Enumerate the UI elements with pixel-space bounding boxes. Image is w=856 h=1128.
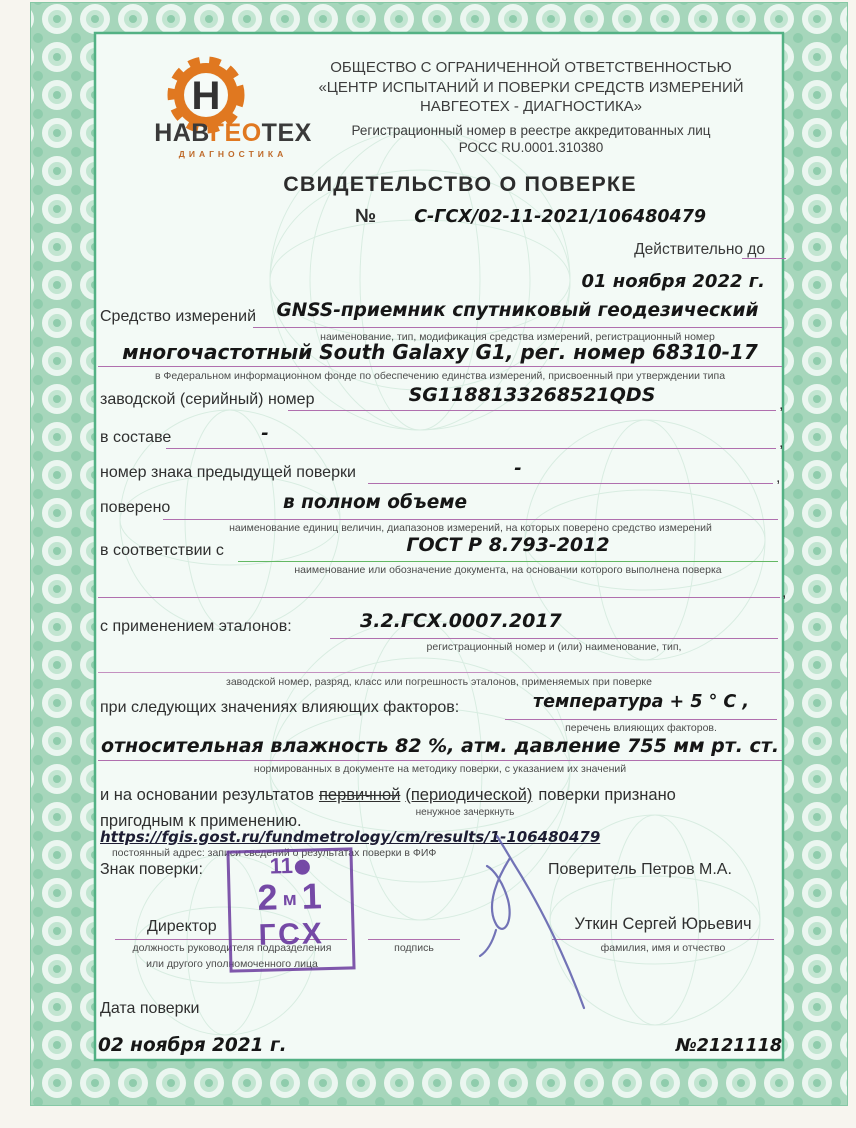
- conclusion-hint: ненужное зачеркнуть: [415, 807, 515, 818]
- org-line-3: НАВГЕОТЕХ - ДИАГНОСТИКА»: [419, 98, 643, 115]
- number-sign: №: [355, 206, 377, 227]
- standard-doc-line: [238, 561, 778, 562]
- fgis-link-hint: постоянный адрес: записи сведений о результатах поверки в ФИФ: [112, 847, 437, 859]
- factors-label: при следующих значениях влияющих факторов:: [100, 699, 460, 716]
- stamp-row-3: ГСХ: [258, 917, 326, 952]
- instrument-value: GNSS-приемник спутниковый геодезический: [276, 300, 759, 321]
- stamp-mark-icon: [295, 859, 310, 874]
- org-line-2: «ЦЕНТР ИСПЫТАНИЙ И ПОВЕРКИ СРЕДСТВ ИЗМЕРЕНИЙ: [318, 78, 744, 96]
- conclusion-line: [100, 786, 676, 805]
- previous-mark-value: -: [514, 458, 522, 479]
- name-line: [552, 939, 774, 940]
- org-line-1: ОБЩЕСТВО С ОГРАНИЧЕННОЙ ОТВЕТСТВЕННОСТЬЮ: [330, 59, 732, 76]
- fgis-link: https://fgis.gost.ru/fundmetrology/cm/results/1-106480479: [100, 828, 601, 846]
- etalons-label: с применением эталонов:: [100, 618, 292, 635]
- signature-line: [368, 939, 460, 940]
- instrument2-hint: в Федеральном информационном фонде по обеспечению единства измерений, присвоенный при утверждении типа: [154, 370, 726, 382]
- verification-mark-label: Знак поверки:: [100, 861, 203, 878]
- factors2-hint: нормированных в документе на методику поверки, с указанием их значений: [253, 763, 627, 775]
- name-hint: фамилия, имя и отчество: [600, 942, 726, 954]
- composition-label: в составе: [100, 429, 172, 446]
- serial-label: заводской (серийный) номер: [100, 391, 315, 408]
- director-full-name: Уткин Сергей Юрьевич: [574, 915, 752, 933]
- brand-name: НАВГЕОТЕХ: [154, 119, 312, 147]
- conclusion-part2: поверки признано: [538, 786, 676, 804]
- stamp-row-1: 11: [230, 852, 351, 879]
- verifier-name: Поверитель Петров М.А.: [548, 861, 732, 878]
- accreditation-caption: Регистрационный номер в реестре аккредитованных лиц: [351, 122, 711, 138]
- composition-value: -: [261, 423, 269, 444]
- serial-comma: ,: [779, 396, 784, 413]
- verification-date-label: Дата поверки: [100, 1000, 200, 1017]
- instrument-label: Средство измерений: [100, 308, 257, 325]
- factors2-line: [98, 760, 782, 761]
- conclusion-strike: первичной: [318, 786, 401, 804]
- instrument2-line: [98, 366, 782, 367]
- stamp-row-2: 2 м1: [257, 875, 325, 918]
- etalons-line: [330, 638, 778, 639]
- previous-mark-comma: ,: [776, 469, 781, 486]
- verified-hint: наименование единиц величин, диапазонов измерений, на которых поверено средство измерений: [229, 522, 712, 534]
- standard-doc-label: в соответствии с: [100, 542, 224, 559]
- serial-value: SG1188133268521QDS: [408, 384, 656, 406]
- certificate-number-row: [355, 206, 706, 228]
- standard-doc-value: ГОСТ Р 8.793-2012: [406, 534, 610, 556]
- valid-until-label: Действительно до: [634, 241, 765, 258]
- director-hint-1: должность руководителя подразделения: [132, 942, 332, 954]
- certificate-title: СВИДЕТЕЛЬСТВО О ПОВЕРКЕ: [283, 172, 637, 196]
- organization-block: [300, 58, 762, 156]
- empty-line: [98, 597, 780, 598]
- brand-subtitle: ДИАГНОСТИКА: [178, 149, 288, 159]
- verification-date-value: 02 ноября 2021 г.: [98, 1035, 287, 1056]
- signature-hint: подпись: [394, 942, 434, 954]
- instrument2-value: многочастотный South Galaxy G1, рег. номер 68310-17: [122, 340, 758, 364]
- director-hint-2: или другого уполномоченного лица: [146, 958, 318, 970]
- factors-line: [505, 719, 777, 720]
- verified-value: в полном объеме: [283, 492, 467, 513]
- previous-mark-line: [368, 483, 773, 484]
- certificate-number: С-ГСХ/02-11-2021/106480479: [414, 207, 707, 227]
- logo-letter: Н: [191, 74, 221, 118]
- verified-label: поверено: [100, 499, 171, 516]
- etalons-value: 3.2.ГСХ.0007.2017: [360, 610, 562, 632]
- etalons-hint: регистрационный номер и (или) наименование, тип,: [426, 641, 682, 653]
- conclusion-periodic: (периодической): [405, 786, 533, 804]
- instrument-line: [253, 327, 782, 328]
- composition-comma: ,: [779, 434, 784, 451]
- accreditation-number: РОСС RU.0001.310380: [458, 139, 604, 155]
- verified-line: [163, 519, 778, 520]
- director-label: Директор: [147, 918, 217, 935]
- factors-hint: перечень влияющих факторов.: [565, 722, 717, 734]
- composition-line: [166, 448, 776, 449]
- factors-value: температура + 5 ° С ,: [532, 692, 750, 712]
- empty-line-comma: ,: [782, 584, 787, 601]
- serial-line: [288, 410, 776, 411]
- etalons-hint-2: заводской номер, разряд, класс или погрешность эталонов, применяемых при поверке: [226, 676, 652, 688]
- previous-mark-label: номер знака предыдущей поверки: [100, 464, 356, 481]
- standard-doc-hint: наименование или обозначение документа, на основании которого выполнена поверка: [294, 564, 722, 576]
- valid-until-value: 01 ноября 2022 г.: [581, 271, 765, 292]
- conclusion-part1: и на основании результатов: [100, 786, 314, 804]
- conclusion-part3: пригодным к применению.: [100, 812, 302, 830]
- document-number: №2121118: [675, 1036, 782, 1056]
- instrument-hint: наименование, тип, модификация средства измерений, регистрационный номер: [320, 331, 715, 343]
- factors2-value: относительная влажность 82 %, атм. давление 755 мм рт. ст.: [100, 735, 780, 757]
- etalons-line-2: [98, 672, 780, 673]
- valid-until-line: [742, 258, 786, 259]
- verification-stamp: [226, 847, 355, 972]
